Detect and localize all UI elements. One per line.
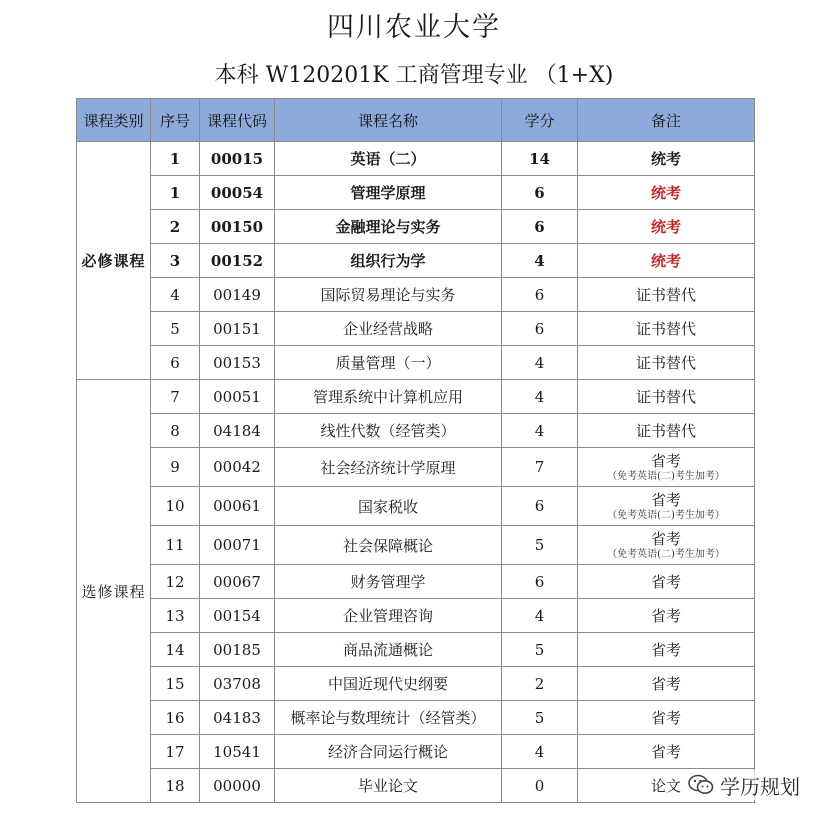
cell-name: 质量管理（一） (275, 346, 502, 380)
cell-credit: 2 (502, 667, 578, 701)
col-header-code: 课程代码 (200, 99, 275, 142)
table-row (77, 312, 755, 346)
cell-name: 组织行为学 (275, 244, 502, 278)
category-required: 必修课程 (77, 142, 151, 380)
cell-number: 3 (151, 244, 200, 278)
cell-name: 财务管理学 (275, 565, 502, 599)
cell-number: 18 (151, 769, 200, 803)
page-subtitle: 本科 W120201K 工商管理专业 （1+X) (214, 63, 614, 88)
cell-note: 省考 (578, 667, 755, 701)
cell-number: 7 (151, 380, 200, 414)
table-row (77, 769, 755, 803)
cell-note: 省考 (578, 701, 755, 735)
cell-code: 00149 (200, 278, 275, 312)
cell-name: 国家税收 (275, 487, 502, 526)
cell-note: 统考 (578, 176, 755, 210)
cell-number: 2 (151, 210, 200, 244)
table-row (77, 565, 755, 599)
cell-code: 00152 (200, 244, 275, 278)
cell-code: 00154 (200, 599, 275, 633)
cell-credit: 6 (502, 312, 578, 346)
table-row (77, 210, 755, 244)
cell-name: 社会保障概论 (275, 526, 502, 565)
table-row (77, 244, 755, 278)
cell-code: 00051 (200, 380, 275, 414)
cell-credit: 14 (502, 142, 578, 176)
table-row (77, 701, 755, 735)
table-header-row (77, 99, 755, 142)
note-sub: （免考英语(二)考生加考） (607, 509, 725, 521)
cell-note: 证书替代 (578, 278, 755, 312)
cell-credit: 6 (502, 278, 578, 312)
cell-credit: 4 (502, 244, 578, 278)
cell-number: 15 (151, 667, 200, 701)
table-row (77, 142, 755, 176)
cell-code: 00071 (200, 526, 275, 565)
cell-number: 11 (151, 526, 200, 565)
watermark (682, 770, 806, 800)
cell-code: 00185 (200, 633, 275, 667)
cell-credit: 4 (502, 380, 578, 414)
cell-name: 社会经济统计学原理 (275, 448, 502, 487)
table-row (77, 633, 755, 667)
cell-name: 商品流通概论 (275, 633, 502, 667)
cell-number: 17 (151, 735, 200, 769)
cell-credit: 5 (502, 701, 578, 735)
cell-name: 国际贸易理论与实务 (275, 278, 502, 312)
table-row (77, 278, 755, 312)
cell-number: 10 (151, 487, 200, 526)
note-main: 省考 (650, 529, 681, 548)
cell-name: 英语（二） (275, 142, 502, 176)
note-sub: （免考英语(二)考生加考） (607, 470, 725, 482)
cell-code: 00067 (200, 565, 275, 599)
cell-name: 管理系统中计算机应用 (275, 380, 502, 414)
cell-credit: 0 (502, 769, 578, 803)
cell-note: 论文 (578, 769, 755, 803)
table-row (77, 448, 755, 487)
cell-credit: 6 (502, 176, 578, 210)
cell-note (578, 526, 755, 565)
cell-note: 省考 (578, 565, 755, 599)
cell-name: 毕业论文 (275, 769, 502, 803)
table-row (77, 599, 755, 633)
note-main: 省考 (650, 490, 681, 509)
cell-note: 证书替代 (578, 346, 755, 380)
cell-note (578, 487, 755, 526)
note-sub: （免考英语(二)考生加考） (607, 548, 725, 560)
cell-note: 证书替代 (578, 414, 755, 448)
col-header-category: 课程类别 (77, 99, 151, 142)
table-row (77, 487, 755, 526)
cell-credit: 4 (502, 346, 578, 380)
table-row (77, 176, 755, 210)
table-row (77, 414, 755, 448)
cell-credit: 4 (502, 599, 578, 633)
cell-note: 证书替代 (578, 380, 755, 414)
cell-code: 04184 (200, 414, 275, 448)
cell-code: 00042 (200, 448, 275, 487)
watermark-text: 学历规划 (720, 774, 800, 799)
cell-name: 管理学原理 (275, 176, 502, 210)
cell-credit: 7 (502, 448, 578, 487)
cell-name: 金融理论与实务 (275, 210, 502, 244)
note-main: 省考 (650, 451, 681, 470)
cell-note (578, 448, 755, 487)
col-header-credit: 学分 (502, 99, 578, 142)
cell-note: 统考 (578, 210, 755, 244)
cell-code: 00054 (200, 176, 275, 210)
cell-name: 概率论与数理统计（经管类） (275, 701, 502, 735)
cell-name: 企业经营战略 (275, 312, 502, 346)
cell-name: 经济合同运行概论 (275, 735, 502, 769)
table-row (77, 526, 755, 565)
cell-number: 12 (151, 565, 200, 599)
cell-number: 8 (151, 414, 200, 448)
cell-credit: 6 (502, 210, 578, 244)
cell-credit: 5 (502, 526, 578, 565)
col-header-note: 备注 (578, 99, 755, 142)
course-table (76, 98, 755, 803)
cell-code: 00000 (200, 769, 275, 803)
cell-note: 省考 (578, 735, 755, 769)
cell-name: 线性代数（经管类） (275, 414, 502, 448)
table-row (77, 346, 755, 380)
cell-note: 省考 (578, 599, 755, 633)
cell-number: 9 (151, 448, 200, 487)
cell-credit: 6 (502, 565, 578, 599)
cell-number: 16 (151, 701, 200, 735)
table-row (77, 667, 755, 701)
cell-code: 00153 (200, 346, 275, 380)
cell-number: 5 (151, 312, 200, 346)
category-elective: 选修课程 (77, 380, 151, 803)
cell-credit: 4 (502, 414, 578, 448)
cell-number: 14 (151, 633, 200, 667)
cell-number: 4 (151, 278, 200, 312)
cell-code: 04183 (200, 701, 275, 735)
cell-note: 证书替代 (578, 312, 755, 346)
cell-code: 00015 (200, 142, 275, 176)
cell-note: 统考 (578, 142, 755, 176)
cell-number: 1 (151, 176, 200, 210)
cell-name: 中国近现代史纲要 (275, 667, 502, 701)
wechat-icon (688, 774, 714, 796)
cell-credit: 6 (502, 487, 578, 526)
table-row (77, 380, 755, 414)
cell-credit: 5 (502, 633, 578, 667)
cell-number: 13 (151, 599, 200, 633)
cell-code: 00150 (200, 210, 275, 244)
cell-code: 00151 (200, 312, 275, 346)
cell-credit: 4 (502, 735, 578, 769)
cell-note: 统考 (578, 244, 755, 278)
cell-name: 企业管理咨询 (275, 599, 502, 633)
cell-number: 1 (151, 142, 200, 176)
cell-number: 6 (151, 346, 200, 380)
cell-code: 00061 (200, 487, 275, 526)
table-row (77, 735, 755, 769)
cell-code: 10541 (200, 735, 275, 769)
col-header-name: 课程名称 (275, 99, 502, 142)
cell-code: 03708 (200, 667, 275, 701)
col-header-number: 序号 (151, 99, 200, 142)
cell-note: 省考 (578, 633, 755, 667)
page-title: 四川农业大学 (327, 12, 501, 43)
